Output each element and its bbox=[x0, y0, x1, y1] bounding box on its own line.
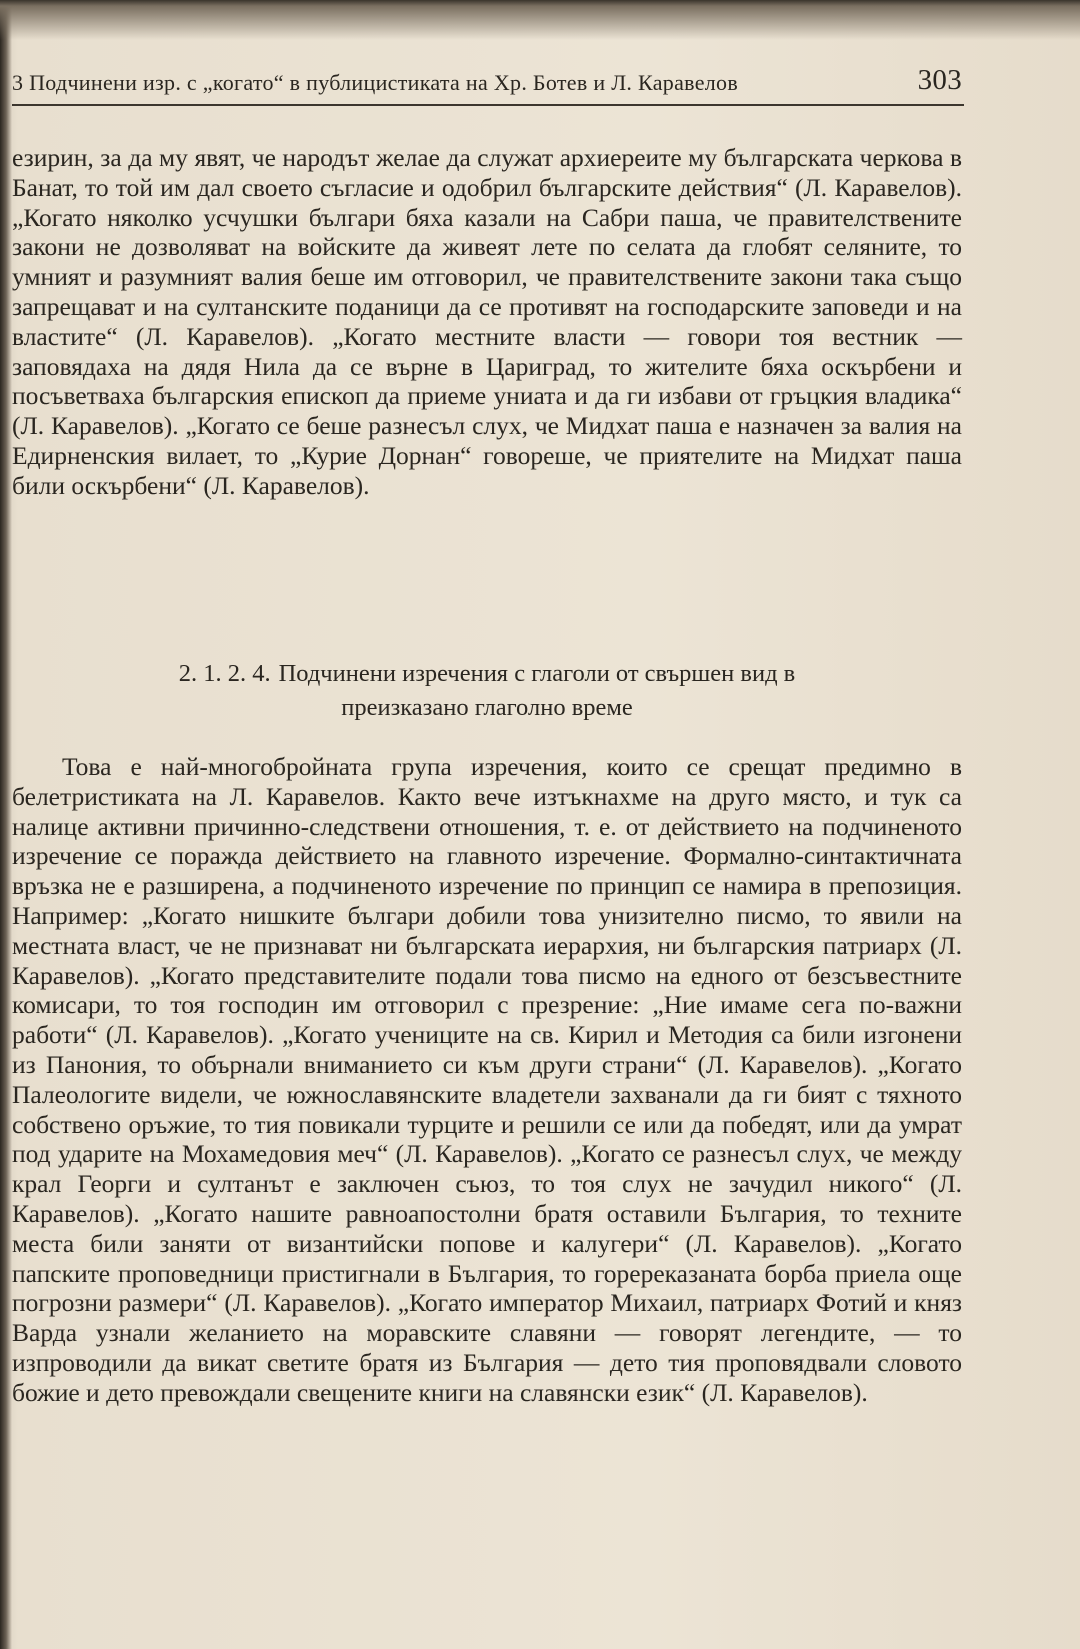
running-title: 3 Подчинени изр. с „когато“ в публицистиката на Хр. Ботев и Л. Каравелов bbox=[12, 70, 739, 95]
page-number: 303 bbox=[917, 64, 962, 96]
section-title-line-1: Подчинени изречения с глаголи от свършен вид в bbox=[278, 660, 796, 687]
paragraph-1 bbox=[12, 143, 962, 501]
book-spine-shadow bbox=[0, 0, 12, 1649]
paragraph-1-text: езирин, за да му явят, че народът желае да служат архиереите му българската черкова в Банат, то той им дал своето съгласие и одобрил българските действия“ (Л. Каравелов). „Когато няколко усчушки българи бяха казали на Сабри паша, че правителствените закони не дозволяват на войските да живеят лете по селата да глобят селяните, то умният и разумният валия беше им отговорил, че правителствените закони така също запрещават и на султанските поданици да се противят на господарските заповеди и на властите“ (Л. Каравелов). „Когато местните власти — говори тоя вестник — заповядаха на дядя Нила да се върне в Цариград, то жителите бяха оскърбени и посъветваха българския епископ да приеме униата и да ги избави от гръцкия владика“ (Л. Каравелов). „Когато се беше разнесъл слух, че Мидхат паша е назначен за валия на Едирненския вилает, то „Курие Дорнан“ говореше, че приятелите на Мидхат паша били оскърбени“ (Л. Каравелов). bbox=[12, 143, 962, 500]
running-header bbox=[12, 64, 962, 96]
header-rule bbox=[12, 104, 964, 106]
section-number: 2. 1. 2. 4. bbox=[178, 660, 271, 687]
section-heading bbox=[12, 657, 962, 725]
paragraph-2 bbox=[12, 752, 962, 1408]
top-edge-shadow bbox=[0, 0, 1080, 40]
section-title-line-2: преизказано глаголно време bbox=[341, 694, 633, 721]
paragraph-2-text: Това е най-многобройната група изречения, които се срещат предимно в белетристиката на Л. Каравелов. Както вече изтъкнахме на друго място, и тук са налице активни причинно-следствени отношения, т. е. от действието на подчиненото изречение се поражда действието на главното изречение. Формално-синтактичната връзка не е разширена, а подчиненото изречение по принцип се намира в препозиция. Например: „Когато нишките българи добили това унизително писмо, то явили на местната власт, че не признават ни българската иерархия, ни българския патриарх (Л. Каравелов). „Когато представителите подали това писмо на едного от безсъвестните комисари, то тоя господин им отговорил с презрение: „Ние имаме сега по-важни работи“ (Л. Каравелов). „Когато учениците на св. Кирил и Методия са били изгонени из Панония, то обърнали вниманието си към други страни“ (Л. Каравелов). „Когато Палеологите видели, че южнославянските владетели захванали да ги бият с тяхното собствено оръжие, то тия повикали турците и решили се или да победят, или да умрат под ударите на Мохамедовия меч“ (Л. Каравелов). „Когато се разнесъл слух, че между крал Георги и султанът е заключен съюз, то тоя слух не зачудил никого“ (Л. Каравелов). „Когато нашите равноапостолни братя оставили България, то техните места били заняти от византийски попове и калугери“ (Л. Каравелов). „Когато папските проповедници пристигнали в България, то горереказаната борба приела още погрозни размери“ (Л. Каравелов). „Когато император Михаил, патриарх Фотий и княз Варда узнали желанието на моравските славяни — говорят легендите, — то изпроводили да викат светите братя из България — дето тия проповядвали словото божие и дето превождали свещените книги на славянски език“ (Л. Каравелов). bbox=[12, 752, 962, 1407]
